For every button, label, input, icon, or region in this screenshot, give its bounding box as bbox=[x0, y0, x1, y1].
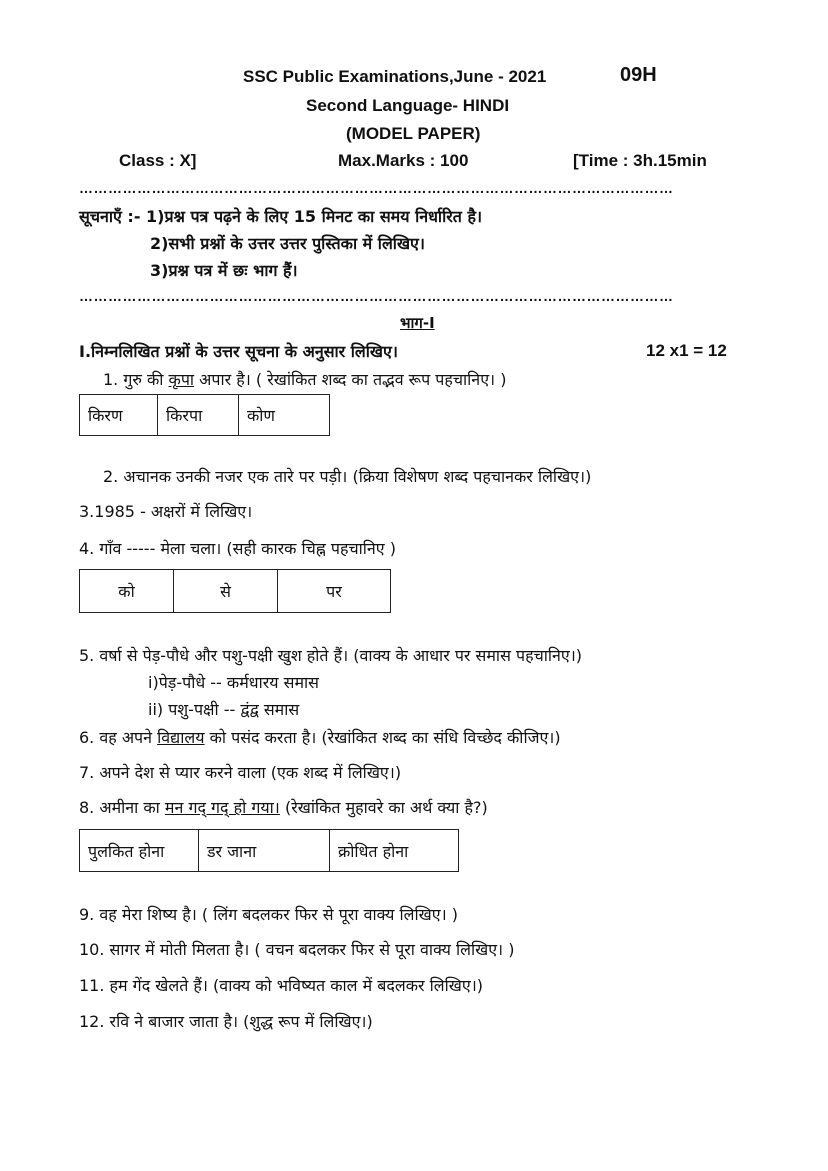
question-6-underlined: विद्यालय bbox=[157, 728, 205, 747]
time-label: [Time : 3h.15min bbox=[573, 151, 707, 170]
option-cell: क्रोधित होना bbox=[330, 830, 459, 872]
question-6-text-b: को पसंद करता है। (रेखांकित शब्द का संधि विच्छेद कीजिए।) bbox=[204, 728, 561, 747]
section-marks: 12 x1 = 12 bbox=[646, 341, 727, 360]
question-1 bbox=[103, 368, 506, 390]
question-5-sub-2: ii) पशु-पक्षी -- द्वंद्व समास bbox=[148, 700, 300, 719]
option-cell: डर जाना bbox=[199, 830, 330, 872]
question-8-options bbox=[79, 829, 459, 872]
question-4-options bbox=[79, 569, 391, 613]
question-5: 5. वर्षा से पेड़-पौधे और पशु-पक्षी खुश होते हैं। (वाक्य के आधार पर समास पहचानिए।) bbox=[79, 646, 583, 665]
option-cell: पुलकित होना bbox=[80, 830, 199, 872]
paper-code: 09H bbox=[620, 64, 657, 86]
question-8-text-a: 8. अमीना का bbox=[79, 798, 165, 817]
instruction-item-1: 1)प्रश्न पत्र पढ़ने के लिए 15 मिनट का समय निर्धारित है। bbox=[146, 207, 483, 226]
question-5-sub-1: i)पेड़-पौधे -- कर्मधारय समास bbox=[148, 673, 319, 692]
question-6-text-a: 6. वह अपने bbox=[79, 728, 158, 747]
section-heading: I.निम्नलिखित प्रश्नों के उत्तर सूचना के अनुसार लिखिए। bbox=[79, 342, 398, 361]
instruction-line-1 bbox=[79, 205, 482, 227]
exam-title: SSC Public Examinations,June - 2021 bbox=[243, 67, 547, 86]
question-7: 7. अपने देश से प्यार करने वाला (एक शब्द में लिखिए।) bbox=[79, 763, 402, 782]
question-1-options bbox=[79, 394, 330, 436]
question-1-underlined: कृपा bbox=[168, 370, 195, 389]
option-cell: से bbox=[174, 570, 278, 613]
instructions-label: सूचनाएँ :- bbox=[79, 207, 147, 226]
question-1-text-b: अपार है। ( रेखांकित शब्द का तद्भव रूप पहचानिए। ) bbox=[194, 370, 507, 389]
option-cell: किरण bbox=[80, 395, 158, 436]
instruction-item-2: 2)सभी प्रश्नों के उत्तर उत्तर पुस्तिका में लिखिए। bbox=[150, 234, 425, 253]
model-paper-label: (MODEL PAPER) bbox=[346, 124, 481, 143]
option-cell: कोण bbox=[239, 395, 330, 436]
question-1-text-a: 1. गुरु की bbox=[103, 370, 169, 389]
option-cell: किरपा bbox=[158, 395, 239, 436]
question-11: 11. हम गेंद खेलते हैं। (वाक्य को भविष्यत काल में बदलकर लिखिए।) bbox=[79, 976, 484, 995]
question-9: 9. वह मेरा शिष्य है। ( लिंग बदलकर फिर से पूरा वाक्य लिखिए। ) bbox=[79, 905, 459, 924]
question-8 bbox=[79, 796, 488, 818]
dotted-divider-top: …………………………………………………………………………………………………………… bbox=[79, 180, 674, 196]
question-8-underlined: मन गद् गद् हो गया। bbox=[164, 798, 280, 817]
dotted-divider-bottom: …………………………………………………………………………………………………………… bbox=[79, 288, 674, 304]
class-label: Class : X] bbox=[119, 151, 197, 170]
question-10: 10. सागर में मोती मिलता है। ( वचन बदलकर फिर से पूरा वाक्य लिखिए। ) bbox=[79, 940, 515, 959]
option-cell: को bbox=[80, 570, 174, 613]
option-cell: पर bbox=[278, 570, 391, 613]
question-12: 12. रवि ने बाजार जाता है। (शुद्ध रूप में लिखिए।) bbox=[79, 1012, 373, 1031]
question-8-text-b: (रेखांकित मुहावरे का अर्थ क्या है?) bbox=[279, 798, 488, 817]
question-6 bbox=[79, 726, 561, 748]
question-4: 4. गाँव ----- मेला चला। (सही कारक चिह्न पहचानिए ) bbox=[79, 539, 396, 558]
instruction-item-3: 3)प्रश्न पत्र में छः भाग हैं। bbox=[150, 261, 298, 280]
subject-title: Second Language- HINDI bbox=[306, 96, 510, 115]
question-3: 3.1985 - अक्षरों में लिखिए। bbox=[79, 502, 253, 521]
max-marks-label: Max.Marks : 100 bbox=[338, 151, 469, 170]
section-title: भाग-I bbox=[400, 314, 435, 332]
question-2: 2. अचानक उनकी नजर एक तारे पर पड़ी। (क्रिया विशेषण शब्द पहचानकर लिखिए।) bbox=[103, 467, 592, 486]
